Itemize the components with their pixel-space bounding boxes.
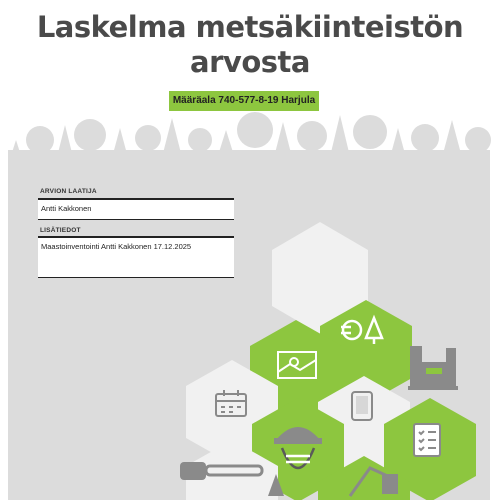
evaluator-label: ARVION LAATIJA (40, 188, 97, 195)
evaluator-value: Antti Kakkonen (41, 204, 92, 213)
treeline-silhouette (8, 112, 491, 166)
title-line-1: Laskelma metsäkiinteistön (36, 10, 464, 44)
property-badge: Määräala 740-577-8-19 Harjula (169, 91, 319, 111)
info-field (38, 236, 234, 278)
title-line-2: arvosta (190, 45, 310, 79)
checklist-icon (414, 424, 440, 456)
info-value: Maastoinventointi Antti Kakkonen 17.12.2025 (41, 242, 192, 251)
info-label: LISÄTIEDOT (40, 227, 81, 234)
evaluator-field (38, 198, 234, 220)
